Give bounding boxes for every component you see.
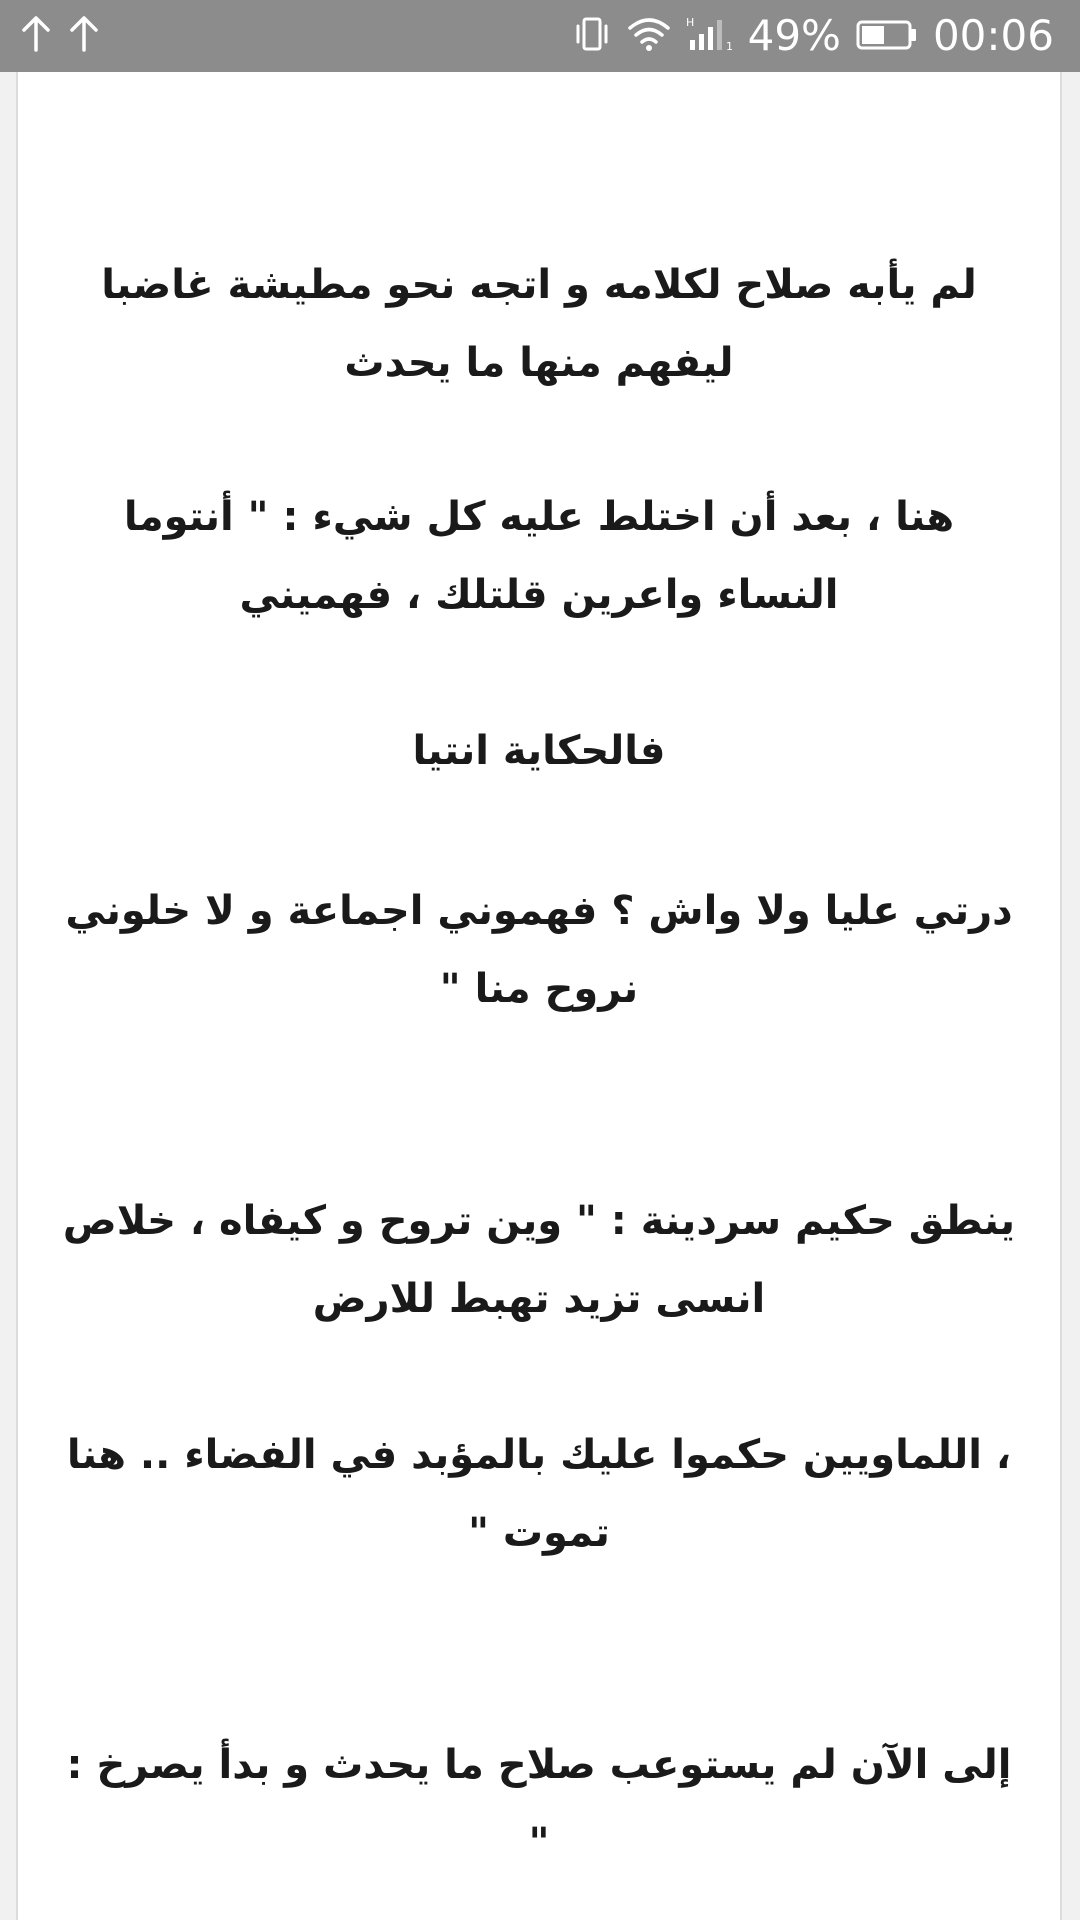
- wifi-icon: [626, 14, 672, 58]
- battery-icon: [855, 14, 919, 58]
- vibrate-icon: [572, 14, 612, 58]
- notification-icons: [18, 14, 114, 58]
- story-paragraph: هنا ، بعد أن اختلط عليه كل شيء : " أنتوما النساء واعرين قلتلك ، فهميني: [123, 494, 955, 618]
- network-type-label: H: [685, 16, 694, 29]
- reader-page[interactable]: [16, 72, 1062, 1920]
- battery-percent: 49%: [747, 11, 841, 60]
- story-paragraph: إلى الآن لم يستوعب صلاح ما يحدث و بدأ يصرخ : ": [66, 1742, 1012, 1866]
- story-paragraph: لم يأبه صلاح لكلامه و اتجه نحو مطيشة غاضبا ليفهم منها ما يحدث: [101, 262, 977, 386]
- upload-arrow-icon: [66, 14, 102, 58]
- svg-text:1: 1: [725, 40, 733, 53]
- clock: 00:06: [932, 11, 1054, 60]
- signal-icon: [686, 14, 736, 58]
- story-paragraph: ينطق حكيم سردينة : " وين تروح و كيفاه ، خلاص انسى تزيد تهبط للارض: [62, 1198, 1016, 1322]
- upload-arrow-icon: [18, 14, 54, 58]
- story-paragraph: ، اللماويين حكموا عليك بالمؤبد في الفضاء .. هنا تموت ": [66, 1432, 1012, 1556]
- status-bar: [0, 0, 1080, 72]
- system-icons: [558, 11, 1054, 60]
- story-paragraph: درتي عليا ولا واش ؟ فهموني اجماعة و لا خلوني نروح منا ": [65, 888, 1013, 1012]
- story-paragraph: فالحكاية انتيا: [412, 728, 666, 774]
